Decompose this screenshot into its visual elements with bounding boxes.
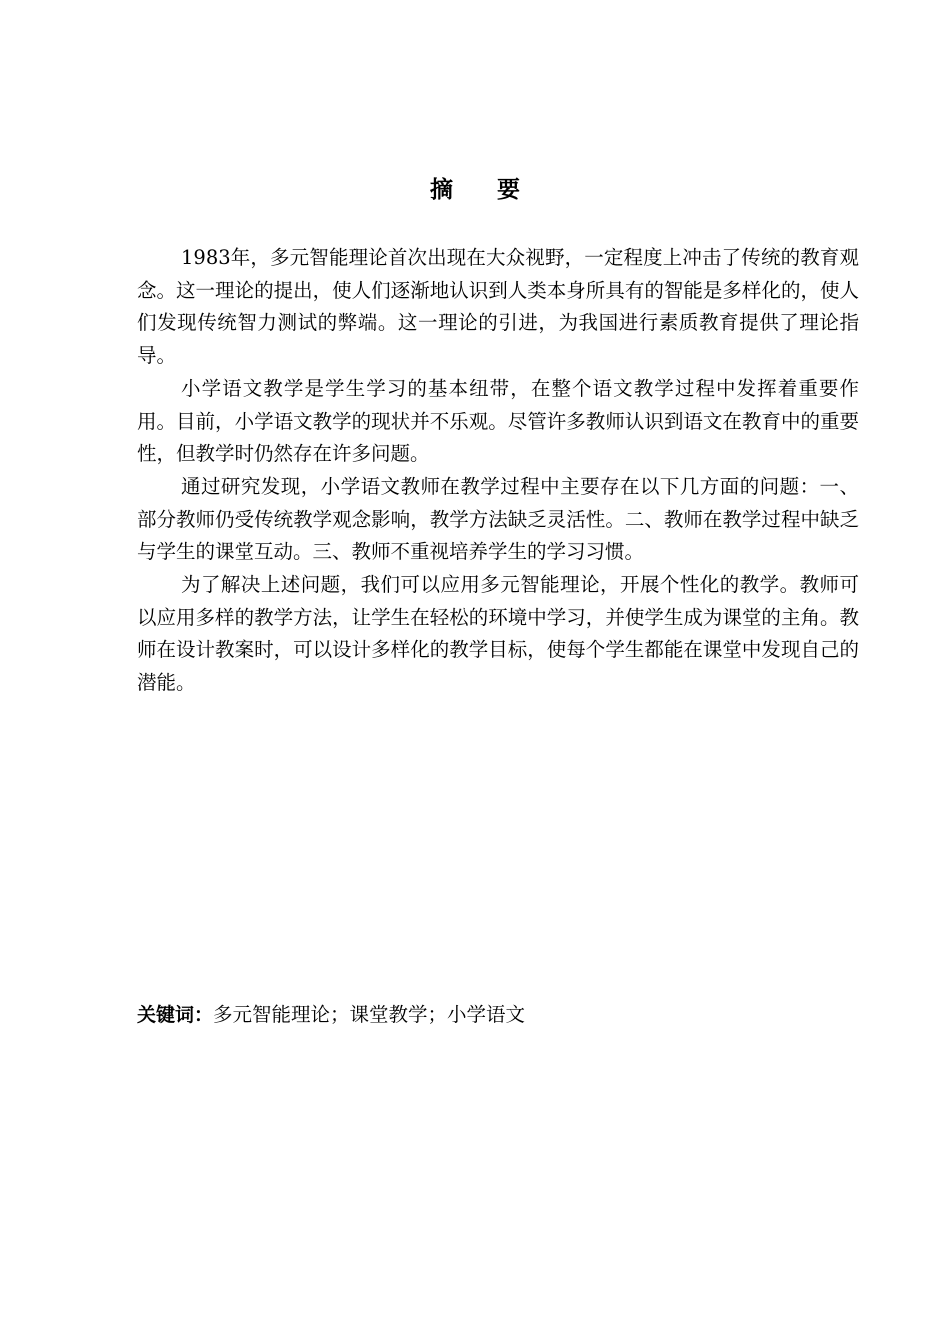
abstract-paragraph-3: 通过研究发现，小学语文教师在教学过程中主要存在以下几方面的问题：一、部分教师仍受传统教学观念影响，教学方法缺乏灵活性。二、教师在教学过程中缺乏与学生的课堂互动。三、教师不重视培养学生的学习习惯。 (137, 474, 859, 564)
abstract-paragraph-2: 小学语文教学是学生学习的基本纽带，在整个语文教学过程中发挥着重要作用。目前，小学语文教学的现状并不乐观。尽管许多教师认识到语文在教育中的重要性，但教学时仍然存在许多问题。 (137, 376, 859, 466)
abstract-body (137, 242, 859, 700)
abstract-paragraph-1: 1983年，多元智能理论首次出现在大众视野，一定程度上冲击了传统的教育观念。这一理论的提出，使人们逐渐地认识到人类本身所具有的智能是多样化的，使人们发现传统智力测试的弊端。这一理论的引进，为我国进行素质教育提供了理论指导。 (137, 246, 859, 368)
abstract-title: 摘要 (430, 177, 564, 203)
abstract-paragraph-4: 为了解决上述问题，我们可以应用多元智能理论，开展个性化的教学。教师可以应用多样的教学方法，让学生在轻松的环境中学习，并使学生成为课堂的主角。教师在设计教案时，可以设计多样化的教学目标，使每个学生都能在课堂中发现自己的潜能。 (137, 573, 859, 695)
keywords-label: 关键词： (137, 1004, 214, 1026)
keywords-text: 多元智能理论；课堂教学；小学语文 (213, 1003, 526, 1026)
keywords-line (137, 999, 859, 1031)
